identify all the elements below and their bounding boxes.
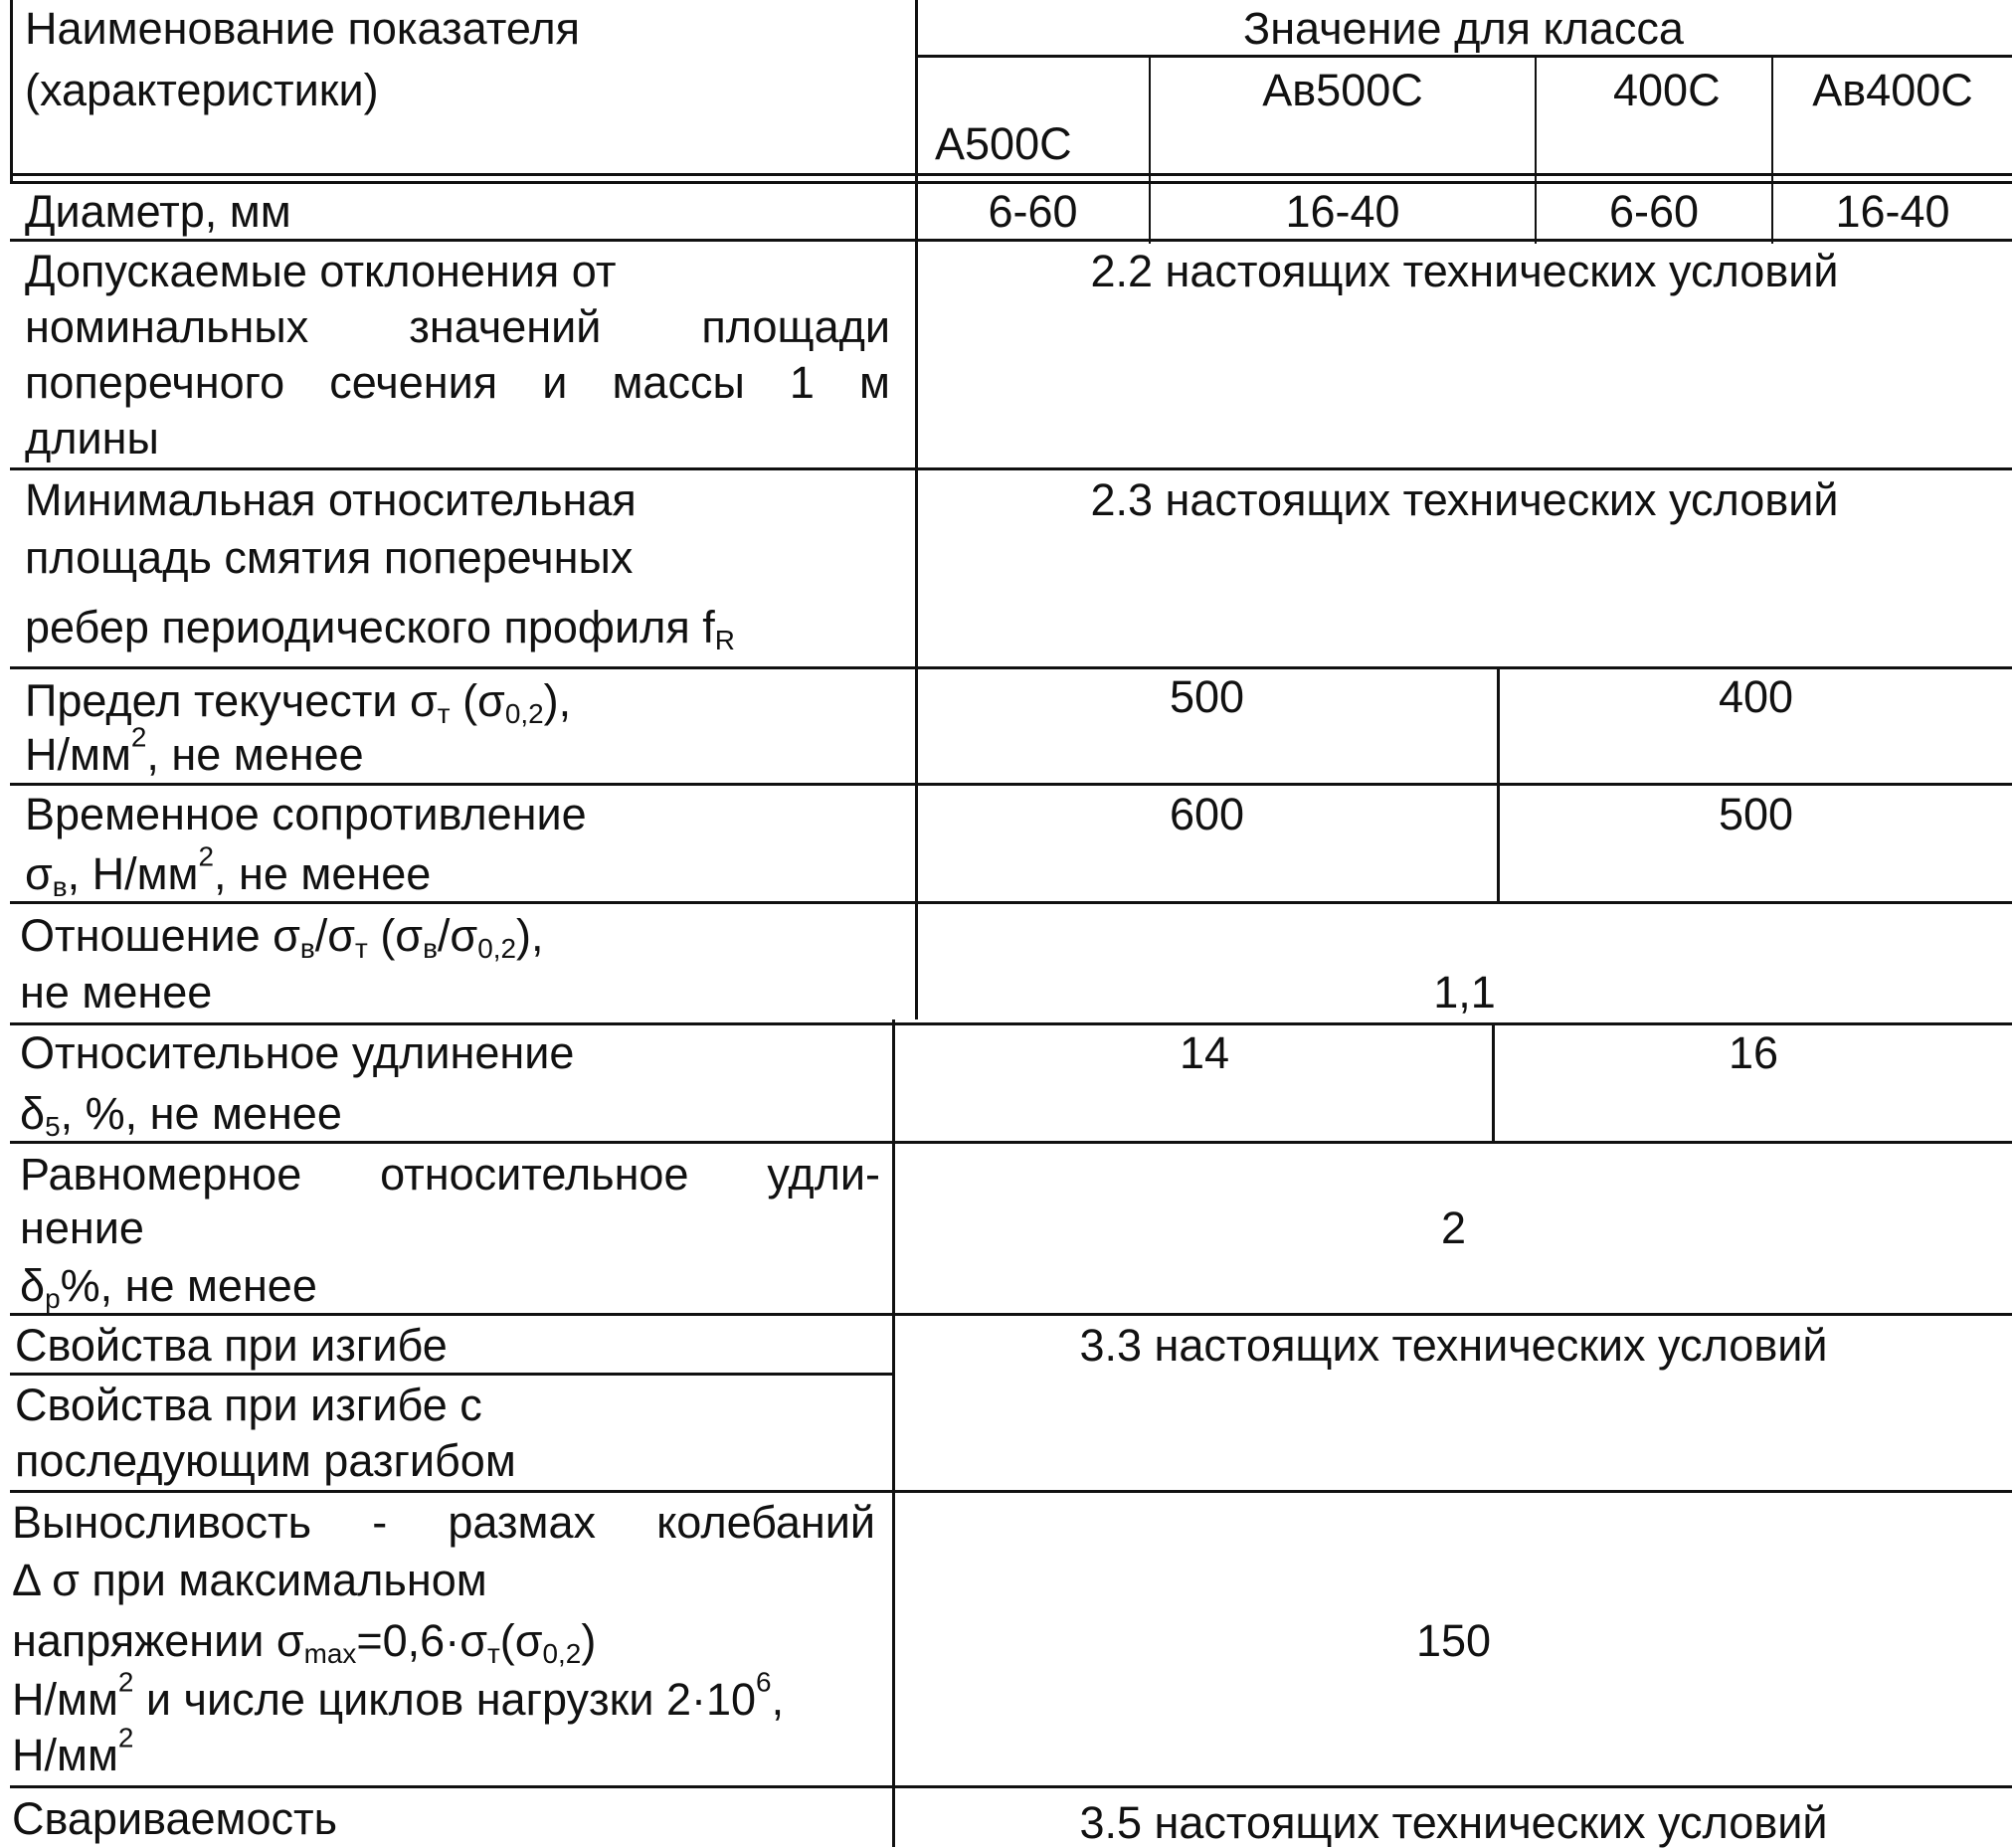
row-rule-header: [10, 173, 2012, 176]
uniform-label-line1: Равномерное относительное удли-: [20, 1149, 880, 1200]
rib-area-value: 2.3 настоящих технических условий: [1090, 474, 1839, 525]
elongation-label-line1: Относительное удлинение: [20, 1027, 575, 1078]
header-param-name-line1: Наименование показателя: [25, 3, 580, 54]
ratio-label-line2: не менее: [20, 967, 213, 1017]
yield-label-line2: $Н/мм^2$, не менее: [25, 721, 364, 780]
endurance-label-line2: Δ σ при максимальном: [12, 1555, 487, 1605]
endurance-value: 150: [1415, 1615, 1492, 1666]
row-rule-elongation: [10, 1141, 2012, 1144]
rib-area-label-line2: площадь смятия поперечных: [25, 532, 634, 583]
row-rule-rebend: [10, 1490, 2012, 1493]
deviations-label-line3: поперечного сечения и массы 1 м: [25, 357, 890, 408]
header-class-av500c: Ав500С: [1262, 65, 1423, 115]
yield-value-400: 400: [1718, 671, 1794, 722]
row-rule-endurance: [10, 1785, 2012, 1788]
row-rule-yield: [10, 783, 2012, 786]
uniform-label-line3: $\delta_р\%$, не менее: [20, 1260, 317, 1314]
elongation-label-line2: $\delta_5$, %, не менее: [20, 1088, 342, 1142]
diameter-av400c: 16-40: [1835, 186, 1950, 237]
header-class-rule: [915, 55, 2012, 58]
rib-area-label-line3: ребер периодического профиля $f_R$: [25, 602, 735, 655]
uniform-value: 2: [1440, 1202, 1467, 1253]
deviations-label-line1: Допускаемые отклонения от: [25, 246, 617, 296]
tensile-label-line1: Временное сопротивление: [25, 789, 587, 839]
tensile-label-line2: $\sigma_в$, $Н/мм^2$, не менее: [25, 840, 432, 902]
rebend-label-line2: последующим разгибом: [15, 1435, 516, 1486]
header-class-400c: 400С: [1613, 65, 1721, 115]
endurance-label-line5: $Н/мм^2$: [12, 1722, 134, 1780]
endurance-label-line1: Выносливость - размах колебаний: [12, 1497, 875, 1548]
rib-area-sub: R: [714, 624, 735, 655]
row-rule-rib-area: [10, 666, 2012, 669]
endurance-label-line3: напряжении $\sigma_{max}=0,6\cdot\sigma_т(\sigma_{0,2})$: [12, 1615, 597, 1669]
diameter-av500c: 16-40: [1285, 186, 1400, 237]
header-class-av400c: Ав400С: [1812, 65, 1973, 115]
diameter-label: Диаметр, мм: [25, 186, 291, 237]
diameter-400c: 6-60: [1608, 186, 1700, 237]
row-rule-deviations: [10, 467, 2012, 470]
deviations-label-line2: номинальных значений площади: [25, 301, 890, 352]
row-rule-tensile: [10, 901, 2012, 904]
row-rule-bend: [10, 1373, 892, 1376]
uniform-label-line2: нение: [20, 1202, 144, 1253]
weldability-label: Свариваемость: [12, 1793, 338, 1844]
yield-value-500: 500: [1169, 671, 1245, 722]
row-rule-ratio: [10, 1022, 2012, 1025]
elongation-value-14: 14: [1179, 1027, 1230, 1078]
row-rule-header-2: [10, 181, 2012, 184]
rib-area-label-line1: Минимальная относительная: [25, 474, 637, 525]
header-class-a500c: А500С: [935, 118, 1072, 169]
header-value-for-class: Значение для класса: [1243, 3, 1684, 54]
row-rule-uniform: [10, 1313, 2012, 1316]
rebend-label-line1: Свойства при изгибе с: [15, 1380, 482, 1430]
tensile-value-500: 500: [1718, 789, 1794, 839]
elongation-value-16: 16: [1728, 1027, 1779, 1078]
ratio-value: 1,1: [1433, 967, 1496, 1017]
endurance-label-line4: $Н/мм^2$ и числе циклов нагрузки $2\cdot 10^6$,: [12, 1666, 785, 1725]
left-border: [10, 0, 13, 183]
weldability-value: 3.5 настоящих технических условий: [1079, 1797, 1828, 1848]
ratio-label-line1: Отношение $\sigma_в/\sigma_т$ $(\sigma_в/\sigma_{0,2})$,: [20, 910, 544, 964]
deviations-value: 2.2 настоящих технических условий: [1090, 246, 1839, 296]
tensile-value-600: 600: [1169, 789, 1245, 839]
yield-label-line1: Предел текучести $\sigma_т$ $(\sigma_{0,2})$,: [25, 675, 572, 729]
deviations-label-line4: длины: [25, 413, 159, 463]
bend-value: 3.3 настоящих технических условий: [1079, 1320, 1828, 1371]
diameter-a500c: 6-60: [988, 186, 1078, 237]
row-rule-diameter: [10, 239, 2012, 242]
bend-label: Свойства при изгибе: [15, 1320, 448, 1371]
header-param-name-line2: (характеристики): [25, 65, 379, 115]
